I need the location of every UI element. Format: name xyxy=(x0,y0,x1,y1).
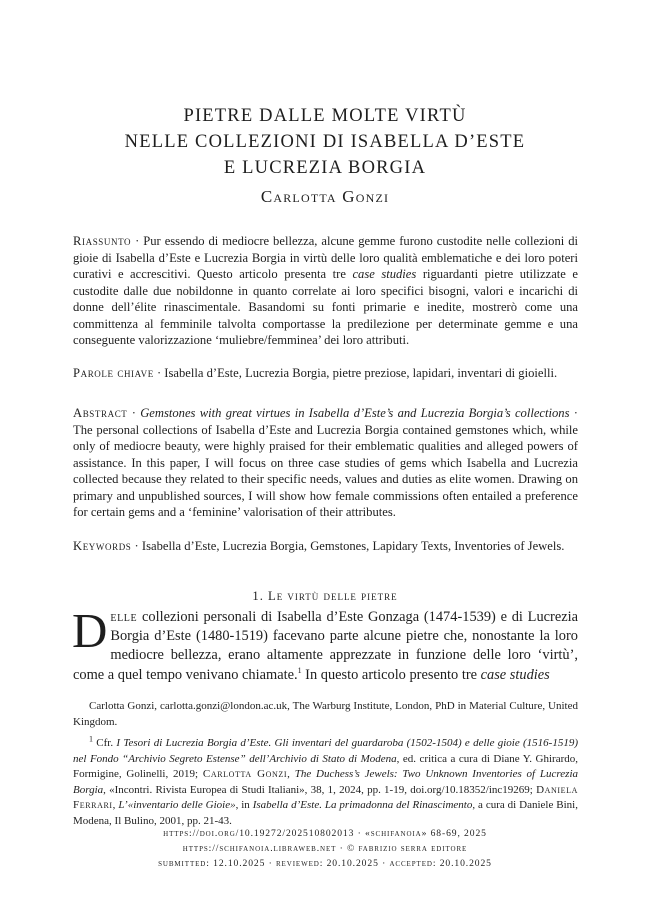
footer-dates-line: submitted: 12.10.2025 · reviewed: 20.10.2025 · accepted: 20.10.2025 xyxy=(158,858,492,869)
riassunto-paragraph xyxy=(73,233,578,349)
footnote-1-author-gonzi: Carlotta Gonzi xyxy=(202,768,288,780)
footnote-1-italic-f: The Duchess’s Jewels: Two Unknown Inventories of Lucrezia Borgia xyxy=(73,768,579,796)
article-author: Carlotta Gonzi xyxy=(260,187,390,206)
keywords-paragraph xyxy=(73,538,578,555)
footnote-1-text-k: , in xyxy=(235,799,253,811)
riassunto-label: Riassunto xyxy=(73,234,132,248)
footnote-1-italic-b: I Tesori di Lucrezia Borgia d’Este. Gli inventari del guardaroba (1502-1504) e delle gioie (1516-1519) nel Fondo “Archivio Segreto Estense” dell’Archivio di Stato di Modena xyxy=(73,737,579,765)
footnote-1-number: 1 xyxy=(89,734,93,744)
keywords-label: Keywords xyxy=(73,539,132,553)
footnote-1-italic-l: Isabella d’Este. La primadonna del Rinascimento xyxy=(252,799,473,811)
body-italic: case studies xyxy=(480,666,550,683)
footnote-1-text-i: , xyxy=(112,799,119,811)
footer-website-line[interactable]: https://schifanoia.libraweb.net · © fabrizio serra editore xyxy=(182,843,468,854)
footnote-1 xyxy=(73,736,578,829)
drop-cap: D xyxy=(72,603,108,658)
abstract-label: Abstract xyxy=(73,406,128,420)
footnote-1-text-c: , ed. critica a cura di Diane Y. Ghirardo, Formigine, Golinelli, 2019; xyxy=(73,752,578,780)
author-footnote: Carlotta Gonzi, carlotta.gonzi@london.ac.uk, The Warburg Institute, London, PhD in Material Culture, United Kingdom. xyxy=(73,700,578,728)
body-text-1: collezioni personali di Isabella d’Este Gonzaga (1474-1539) e di Lucrezia Borgia d’Este (1480-1519) facevano parte alcune pietre che, nonostante la loro mediocre bellezza, erano altamente apprezzate in funzione delle loro ‘virtù’, come a quel tempo venivano chiamate. xyxy=(73,609,578,683)
footnote-1-italic-j: L’«inventario delle Gioie» xyxy=(118,799,236,811)
article-title-line-2: NELLE COLLEZIONI DI ISABELLA D’ESTE xyxy=(124,132,526,152)
footnote-1-author-ferrari: Daniela Ferrari xyxy=(73,783,578,811)
footnote-ref[interactable]: 1 xyxy=(297,665,302,675)
footer-doi-line[interactable]: https://doi.org/10.19272/202510802013 · «schifanoia» 68-69, 2025 xyxy=(163,828,487,839)
abstract-paragraph xyxy=(73,405,578,521)
keywords-text: · Isabella d’Este, Lucrezia Borgia, Gemstones, Lapidary Texts, Inventories of Jewels. xyxy=(131,539,565,553)
footnote-1-text-g: , «Incontri. Rivista Europea di Studi Italiani», 38, 1, 2024, pp. 1-19, doi.org/10.18352/inc19269; xyxy=(103,783,537,796)
footnote-1-text-e: , xyxy=(287,768,295,780)
abstract-sep: · xyxy=(127,406,141,420)
parole-chiave-label: Parole chiave xyxy=(73,366,154,380)
riassunto-text-2: riguardanti pietre utilizzate e custodite dalle due nobildonne in quanto correlate ai loro specifici bisogni, valori e incarichi di donne dell’élite rinascimentale. Basandomi su fonti primarie e inedite, mostrerò come una committenza al femminile talvolta comportasse la predilezione per determinate gemme e una conseguente valorizzazione ‘muliebre/femminea’ dei loro attributi. xyxy=(73,267,578,347)
first-word-rest: elle xyxy=(110,609,138,625)
section-heading: 1. Le virtù delle pietre xyxy=(252,589,398,603)
abstract-title: Gemstones with great virtues in Isabella d’Este’s and Lucrezia Borgia’s collections xyxy=(140,406,570,420)
parole-chiave-text: · Isabella d’Este, Lucrezia Borgia, pietre preziose, lapidari, inventari di gioielli. xyxy=(153,366,558,380)
body-text-2: In questo articolo presento tre xyxy=(301,666,481,683)
parole-chiave-paragraph xyxy=(73,365,578,382)
footnote-1-text-m: , a cura di Daniele Bini, Modena, Il Bulino, 2001, pp. 21-43. xyxy=(73,799,578,827)
riassunto-text-1: · Pur essendo di mediocre bellezza, alcune gemme furono custodite nelle collezioni di gioie di Isabella d’Este e Lucrezia Borgia in virtù delle loro qualità emblematiche e dei loro poteri curativi e accrescitivi. Questo articolo presenta tre xyxy=(73,234,578,281)
article-title-line-1: PIETRE DALLE MOLTE VIRTÙ xyxy=(183,106,467,126)
abstract-text: · The personal collections of Isabella d’Este and Lucrezia Borgia contained gemstones which, while only of mediocre beauty, were highly praised for their emblematic qualities and alleged powers of assistance. In this paper, I will focus on three case studies of gems which Isabella and Lucrezia collected because they related to their specific needs, values and duties as elite women. Drawing on primary and unpublished sources, I will show how female commissions often entailed a preference for certain gems and a ‘feminine’ valorisation of their attributes. xyxy=(73,406,578,519)
footnote-1-text-a: Cfr. xyxy=(93,737,117,749)
article-title-line-3: E LUCREZIA BORGIA xyxy=(223,158,427,178)
body-paragraph xyxy=(72,603,578,685)
riassunto-italic: case studies xyxy=(352,267,417,281)
